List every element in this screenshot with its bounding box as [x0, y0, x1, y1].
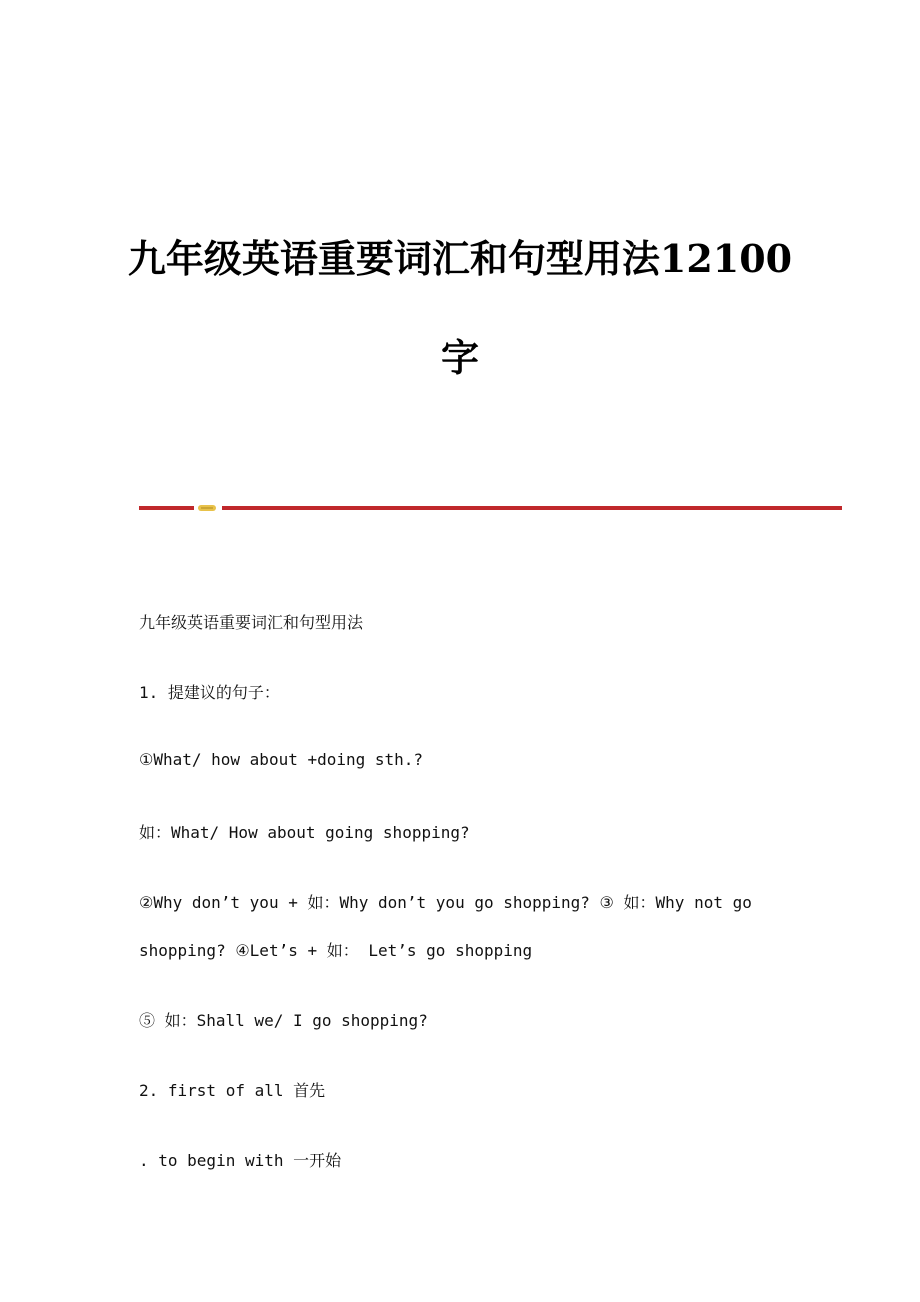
list-item: shopping? ④Let’s + 如： Let’s go shopping: [139, 941, 533, 960]
section-heading: 九年级英语重要词汇和句型用法: [139, 613, 364, 632]
document-title: 九年级英语重要词汇和句型用法12100: [127, 236, 793, 281]
list-item: 2. first of all 首先: [139, 1081, 326, 1100]
divider-ornament-icon: [197, 504, 217, 512]
list-item: ⑤ 如：Shall we/ I go shopping?: [139, 1011, 428, 1030]
divider-left-segment: [139, 506, 194, 510]
document-title-continued: 字: [440, 335, 479, 380]
list-item: 如：What/ How about going shopping?: [139, 823, 470, 842]
list-item: ①What/ how about +doing sth.?: [139, 750, 424, 769]
list-item: ②Why don’t you + 如：Why don’t you go shopping? ③ 如：Why not go: [139, 893, 752, 912]
list-item: . to begin with 一开始: [139, 1151, 342, 1170]
divider-right-segment: [222, 506, 842, 510]
list-item: 1. 提建议的句子：: [139, 683, 280, 702]
